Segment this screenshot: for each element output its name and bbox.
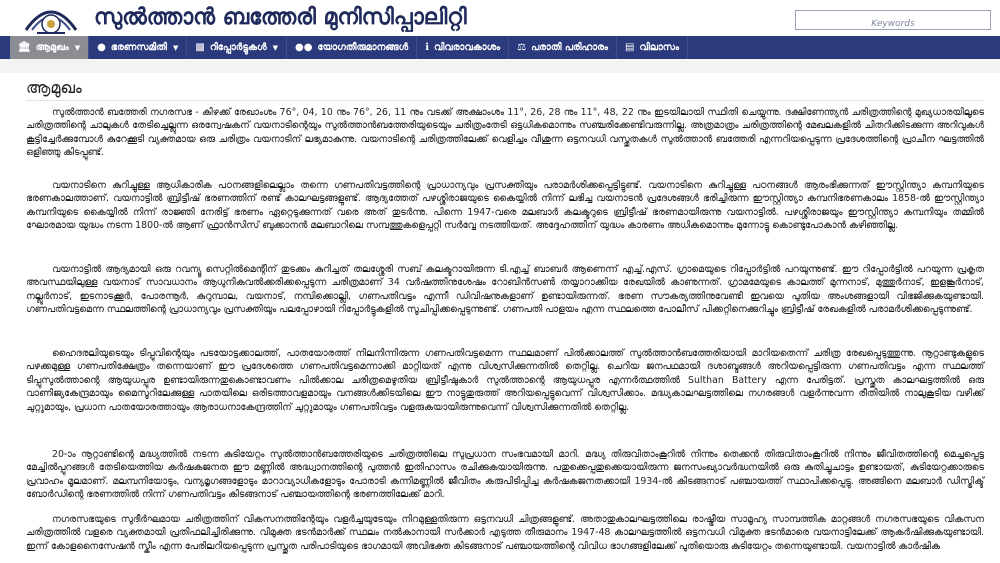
users-icon: ●● <box>295 42 313 53</box>
caret-down-icon: ▼ <box>74 43 81 52</box>
main-content <box>0 73 1000 563</box>
title-divider <box>26 100 984 101</box>
paragraph: വയനാട്ടിൽ ആദ്യമായി ഒരു റവന്യൂ സെറ്റിൽമെന്റിന് തുടക്കം കുറിച്ചത് തലശ്ശേരി സബ് കലക്ടറായിരുന്ന ടി.എച്ച് ബാബർ ആണെന്ന് എച്ച്.എസ്. ഗ്രാമെയുടെ റിപ്പോർട്ടിൽ പറയുന്നുണ്ട്. ഈ റിപ്പോർട്ടിൽ പറയുന്ന പ്രകൃത അവസ്ഥയിലുള്ള വയനാട് സാവധാനം ആധുനികവൽക്കരിക്കപ്പെടുന്ന ചരിത്രമാണ് 34 വർഷത്തിനുശേഷം റോബിൻസൺ തയ്യാറാക്കിയ രേഖയിൽ കാണുന്നത്. ഗ്രാമമേയുടെ കാലത്ത് മുന്നനാട്, മുത്തുർനാട്, ഇളങ്കൂർനാട്, നല്ലൂർനാട്, ഇടനാടക്കൂർ, പോരന്നൂർ, കുറുമ്പാല, വയനാട്, നമ്പിക്കൊല്ലി, ഗണപതിവട്ടം എന്നീ ഡിവിഷനുകളാണ് ഉണ്ടായിരുന്നത്. ഭരണ സൗകര്യത്തിനുവേണ്ടി ഇവയെ പുതിയ അംശങ്ങളായി വിഭജിക്കുകയുണ്ടായി. ഗണപതിവട്ടമെന്ന സ്ഥലത്തിന്റെ പ്രാധാന്യവും പ്രസക്തിയും പലപ്പോഴായി റിപ്പോർട്ടുകളിൽ സൂചിപ്പിക്കപ്പെടുന്നുണ്ട്. ഗണപതി പാളയം എന്ന സ്ഥലത്തെ പോലീസ് പിക്കറ്റിനെക്കുറിച്ചും ബ്രിട്ടീഷ് രേഖകളിൽ പരാമർശിക്കപ്പെടുന്നുണ്ട്. <box>26 264 984 316</box>
nav-item-label: വിവരാവകാശം <box>434 42 501 53</box>
nav-item-label: വിലാസം <box>639 42 679 53</box>
nav-item-label: റിപ്പോർട്ടുകൾ <box>209 42 267 53</box>
nav-item-label: യോഗതീരുമാനങ്ങൾ <box>317 42 409 53</box>
nav-item-meeting-decisions[interactable] <box>287 36 417 59</box>
paragraph: ഹൈദരലിയുടെയും ടിപ്പുവിന്റെയും പടയോട്ടക്കാലത്ത്, പാതയോരത്ത് നിലനിന്നിരുന്ന ഗണപതിവട്ടമെന്ന സ്ഥലമാണ് പിൽക്കാലത്ത് സുൽത്താൻബത്തേരിയായി മാറിയതെന്ന് ചരിത്ര രേഖപ്പെടുത്തുന്നു. നൂറ്റാണ്ടുകളുടെ പഴക്കമുള്ള ഗണപതിക്ഷേത്രം തന്നെയാണ് ഈ പ്രദേശത്തെ ഗണപതിവട്ടമെന്നാക്കി മാറ്റിയത് എന്നു വിശ്വസിക്കുന്നതിൽ തെറ്റില്ല. ചെറിയ ജനപഥമായി ദശാബ്ദങ്ങൾ അറിയപ്പെട്ടിരുന്ന ഗണപതിവട്ടം എന്ന സ്ഥലത്ത് ടിപ്പുസുൽത്താന്റെ ആയുധപ്പുര ഉണ്ടായിരുന്നതുകൊണ്ടാവണം പിൽക്കാല ചരിത്രമെഴുതിയ ബ്രിട്ടീഷുകാർ സുൽത്താന്റെ ആയുധപ്പുര എന്നർത്ഥത്തിൽ Sulthan Battery എന്ന പേരിട്ടത്. പ്രസ്തുത കാലഘട്ടത്തിൽ ഒരു വാണിജ്യകേന്ദ്രമായും മൈസൂറിലേക്കുള്ള പാതയിലെ ഒരിടത്താവളമായും വനങ്ങൾക്കിടയിലെ ഈ നാട്ടുതുരുത്ത് അറിയപ്പെട്ടുവെന്ന് വിശ്വസിക്കാം. മദ്ധ്യകാലഘട്ടത്തിലെ നഗരങ്ങൾ വളർന്നുവന്ന രീതിയിൽ നാലുകൂടിയ വഴിക്ക് ചുറ്റുമായും, പ്രധാന പാതയോരത്തായും ആരാധനാകേന്ദ്രത്തിന് ചുറ്റുമായും ഗണപതിവട്ടം വളരുകയായിരുന്നുവെന്ന് വിശ്വസിക്കുന്നതിൽ തെറ്റില്ല. <box>26 348 984 413</box>
nav-item-reports[interactable] <box>187 36 287 59</box>
folder-icon: ▩ <box>195 42 205 53</box>
nav-item-label: പരാതി പരിഹാരം <box>531 42 609 53</box>
nav-item-label: ഭരണസമിതി <box>110 42 167 53</box>
breadcrumb-band <box>0 59 1000 73</box>
nav-item-label: ആമുഖം <box>35 42 69 53</box>
nav-item-grievance[interactable] <box>509 36 617 59</box>
search-input[interactable] <box>796 15 990 33</box>
info-icon: ℹ <box>425 42 430 53</box>
search-box[interactable] <box>795 10 991 30</box>
municipality-logo[interactable] <box>20 0 82 36</box>
user-icon: ● <box>97 42 106 53</box>
address-card-icon: ▤ <box>625 42 635 53</box>
bank-icon: 🏛 <box>18 42 31 53</box>
site-title[interactable]: സുൽത്താൻ ബത്തേരി മുനിസിപ്പാലിറ്റി <box>94 5 467 30</box>
nav-item-address[interactable] <box>617 36 688 59</box>
nav-item-introduction[interactable] <box>10 36 89 59</box>
paragraph: നഗരസഭയുടെ സുദീർഘമായ ചരിത്രത്തിന് വികസനത്തിന്റേയും വളർച്ചയുടേയും നിറമുള്ളതിരുന്ന ഒട്ടനവധി ചിത്രങ്ങളുണ്ട്. അതാതുകാലഘട്ടത്തിലെ രാഷ്ട്രീയ സാമൂഹ്യ സാമ്പത്തിക മാറ്റങ്ങൾ നഗരസഭയുടെ വികസന ചരിത്രത്തിൽ വളരെ വ്യക്തമായി പ്രതിഫലിച്ചിരിക്കുന്നു. വിമുക്ത ഭടൻമാർക്ക് സ്ഥലം നൽകാനായി സർക്കാർ എടുത്ത തീരുമാനം 1947-48 കാലഘട്ടത്തിൽ ഒട്ടനവധി വിമുക്ത ഭടൻമാരെ വയനാട്ടിലേക്ക് ആകർഷിക്കുകയുണ്ടായി. ഇന്ന് കോളനൈസേഷൻ സ്കീം എന്ന പേരിലറിയപ്പെടുന്ന പ്രസ്തുത പരിപാടിയുടെ ഭാഗമായി അവിഭക്ത കിടങ്ങനാട് പഞ്ചായത്തിന്റെ വിവിധ ഭാഗങ്ങളിലേക്ക് പുതിയൊരു കുടിയേറ്റം തന്നെയുണ്ടായി. വയനാട്ടിൽ കാർഷിക <box>26 514 984 552</box>
paragraph: 20-ാം നൂറ്റാണ്ടിന്റെ മദ്ധ്യത്തിൽ നടന്ന കുടിയേറ്റം സുൽത്താൻബത്തേരിയുടെ ചരിത്രത്തിലെ സുപ്രധാന സംഭവമായി മാറി. മദ്ധ്യ തിരുവിതാംകൂറിൽ നിന്നും തെക്കൻ തിരുവിതാംകൂറിൽ നിന്നും ജീവിതത്തിന്റെ മെച്ചപ്പെട്ട മേച്ചിൽപ്പുറങ്ങൾ തേടിയെത്തിയ കർഷകജനത ഈ മണ്ണിൽ അദ്ധ്വാനത്തിന്റെ പുത്തൻ ഇതിഹാസം രചിക്കുകയായിരുന്നു. പതുക്കെപ്പതുക്കെയായിരുന്ന ജനസംഖ്യാവർദ്ധനയിൽ ഒരു കുതിച്ചുചാട്ടം ഉണ്ടായത്, കുടിയേറ്റക്കാരുടെ പ്രവാഹം മൂലമാണ്. മലമ്പനിയോടും, വന്യമൃഗങ്ങളോടും മാറാവ്യാധികളോടും പോരാടി കന്നിമണ്ണിൽ ജീവിതം കരുപിടിപ്പിച്ച കർഷകജനതക്കായി 1934-ൽ കിടങ്ങനാട് പഞ്ചായത്ത് സ്ഥാപിക്കപ്പെട്ടു. അങ്ങിനെ മലബാർ ഡിസ്ട്രിക്ട് ബോർഡിന്റെ ഭരണത്തിൽ നിന്ന് ഗണപതിവട്ടം കിടങ്ങനാട് പഞ്ചായത്തിന്റെ ഭരണത്തിലേക്ക് മാറി. <box>26 449 984 501</box>
nav-item-rti[interactable] <box>417 36 509 59</box>
caret-down-icon: ▼ <box>272 43 279 52</box>
caret-down-icon: ▼ <box>172 43 179 52</box>
site-header <box>0 0 1000 36</box>
paragraph: സുൽത്താൻ ബത്തേരി നഗരസഭ - കിഴക്ക് രേഖാംശം 76°, 04, 10 നും 76°, 26, 11 നും വടക്ക് അക്ഷാംശം 11°, 26, 28 നും 11°, 48, 22 നും ഇടയിലായി സ്ഥിതി ചെയ്യുന്നു. ദക്ഷിണേന്ത്യൻ ചരിത്രത്തിന്റെ മുഖ്യധാരയിലൂടെ ചരിത്രത്തിന്റെ ചാലുകൾ തേടിച്ചെല്ലുന്ന ഒരന്വേഷകന് വയനാടിന്റെയും സുൽത്താൻബത്തേരിയുടെയും ചരിത്രംതേടി ഒട്ടധികമൊന്നും സഞ്ചരിക്കേണ്ടിവരുന്നില്ല. അത്രമാത്രം ചരിത്രത്തിന്റെ മേഖലകളിൽ ചിതറിക്കിടക്കുന്ന അറിവുകൾ കൂട്ടിച്ചേർക്കുമ്പോൾ കുറേക്കൂടി വ്യക്തമായ ഒരു ചരിത്രം വയനാടിന് ലഭ്യമാകുന്നു. വയനാടിന്റെ ചരിത്രത്തിലേക്ക് വെളിച്ചം വീശുന്ന ഒട്ടനവധി വസ്തുതകൾ സുൽത്താൻ ബത്തേരി എന്നറിയപ്പെടുന്ന പ്രദേശത്തിന്റെ പ്രാചീന ഘട്ടത്തിൽ ഒളിഞ്ഞു കിടപ്പുണ്ട്. <box>26 107 984 159</box>
nav-item-governing-body[interactable] <box>89 36 187 59</box>
paragraph: വയനാടിനെ കുറിച്ചുള്ള ആധികാരിക പഠനങ്ങളിലെല്ലാം തന്നെ ഗണപതിവട്ടത്തിന്റെ പ്രാധാന്യവും പ്രസക്തിയും പരാമർശിക്കപ്പെട്ടിട്ടുണ്ട്. വയനാടിനെ കുറിച്ചുള്ള പഠനങ്ങൾ ആരംഭിക്കുന്നത് ഈസ്റ്റിന്ത്യാ കമ്പനിയുടെ ഭരണകാലത്താണ്. വയനാട്ടിൽ ബ്രിട്ടീഷ് ഭരണത്തിന് രണ്ട് കാലഘട്ടങ്ങളുണ്ട്. ആദ്യത്തേത് പഴശ്ശിരാജയുടെ കൈയ്യിൽ നിന്ന് ലഭിച്ച വയനാടൻ പ്രദേശങ്ങൾ ഭരിച്ചിരുന്ന ഈസ്റ്റിന്ത്യാ കമ്പനിഭരണകാലം 1858-ൽ ഈസ്റ്റിന്ത്യാ കമ്പനിയുടെ കൈയ്യിൽ നിന്ന് രാജ്ഞി നേരിട്ട് ഭരണം ഏറ്റെടുക്കുന്നത് വരെ അത് തുടർന്നു. പിന്നെ 1947-വരെ മലബാർ കലക്ടറുടെ ബ്രിട്ടീഷ് ഭരണമായിരുന്നു വയനാട്ടിൽ. പഴശ്ശിരാജയും ഈസ്റ്റിന്ത്യാ കമ്പനിയും തമ്മിൽ ഘോരമായ യുദ്ധം നടന്ന 1800-ൽ ആണ് ഫ്രാൻസിസ് ബുക്കാനൻ മലബാറിലെ സമ്പത്തുകളെപ്പറ്റി സർവ്വേ നടത്തിയത്. അദ്ദേഹത്തിന് യുദ്ധം കാരണം അധികമൊന്നും മുന്നോട്ടു കൊണ്ടുപോകാൻ കഴിഞ്ഞില്ല. <box>26 180 984 232</box>
main-nav <box>0 36 1000 59</box>
balance-scale-icon: ⚖ <box>517 42 527 53</box>
page-title: ആമുഖം <box>26 78 82 97</box>
